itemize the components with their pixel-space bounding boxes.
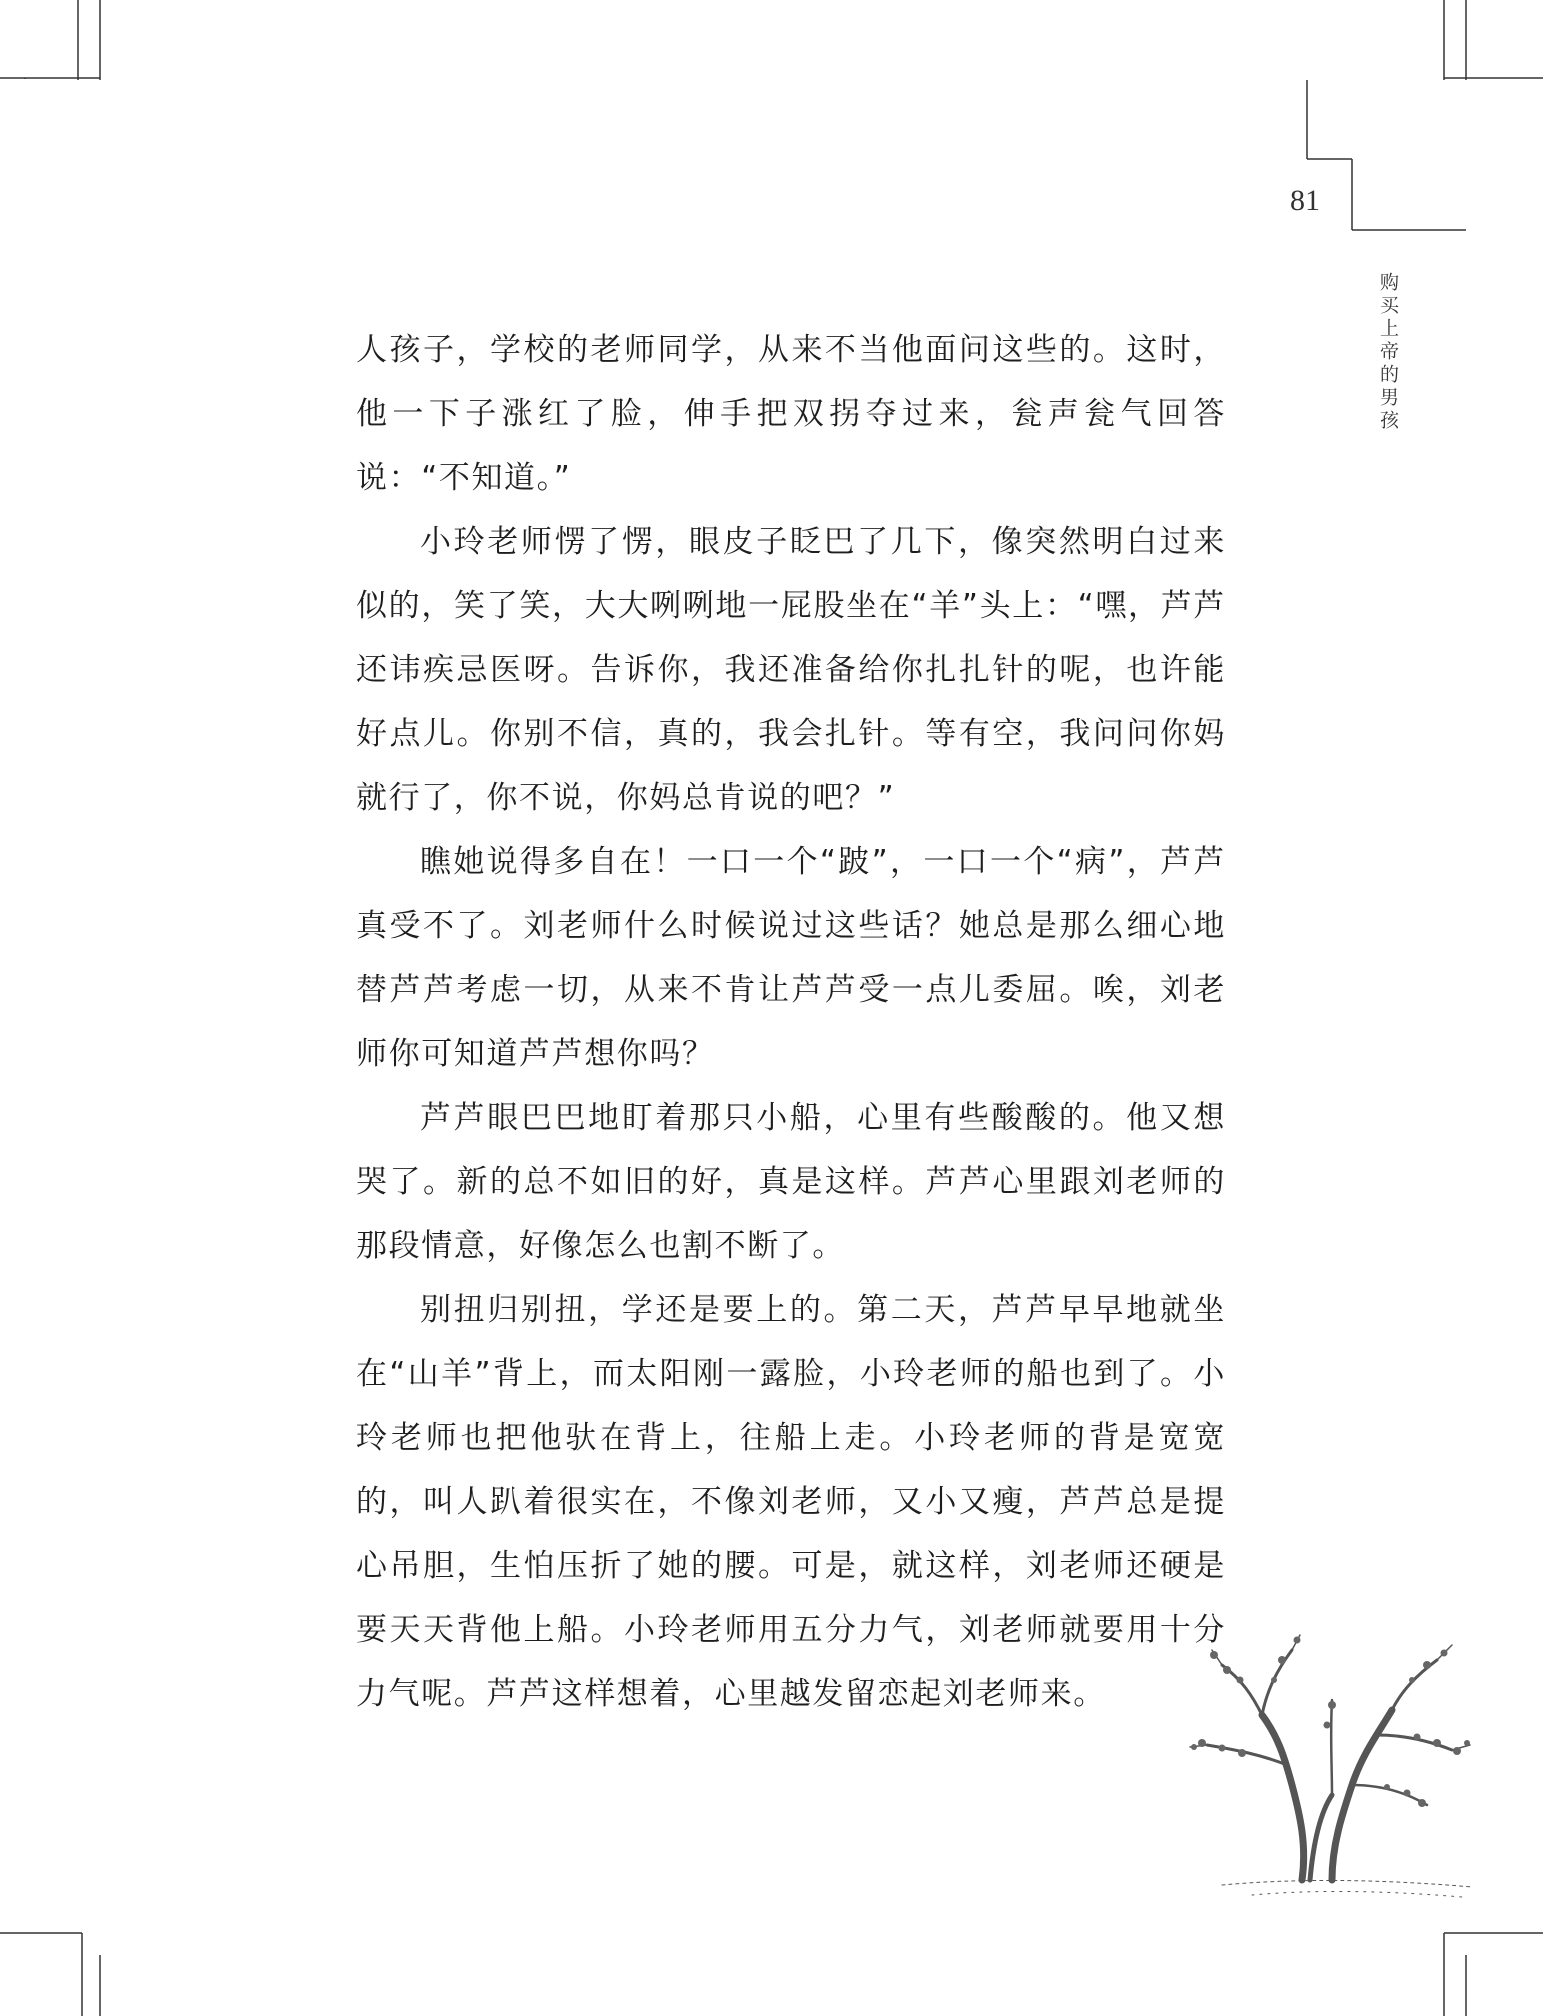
paragraph-3: 瞧她说得多自在！一口一个“跛”，一口一个“病”，芦芦真受不了。刘老师什么时候说过这些话？她总是那么细心地替芦芦考虑一切，从来不肯让芦芦受一点儿委屈。唉，刘老师你可知道芦芦想你吗？ [356,844,1226,1072]
page-number: 81 [1290,184,1320,217]
paragraph-1: 人孩子，学校的老师同学，从来不当他面问这些的。这时，他一下子涨红了脸，伸手把双拐夺过来，瓮声瓮气回答说：“不知道。” [356,332,1226,496]
tree-icon [1182,1625,1482,1925]
running-title: 购买上帝的男孩 [1377,272,1399,433]
paragraph-5: 别扭归别扭，学还是要上的。第二天，芦芦早早地就坐在“山羊”背上，而太阳刚一露脸，小玲老师的船也到了。小玲老师也把他驮在背上，往船上走。小玲老师的背是宽宽的，叫人趴着很实在，不像刘老师，又小又瘦，芦芦总是提心吊胆，生怕压折了她的腰。可是，就这样，刘老师还硬是要天天背他上船。小玲老师用五分力气，刘老师就要用十分力气呢。芦芦这样想着，心里越发留恋起刘老师来。 [356,1292,1226,1712]
paragraph-4: 芦芦眼巴巴地盯着那只小船，心里有些酸酸的。他又想哭了。新的总不如旧的好，真是这样。芦芦心里跟刘老师的那段情意，好像怎么也割不断了。 [356,1100,1226,1264]
body-text [356,318,1226,1726]
paragraph-2: 小玲老师愣了愣，眼皮子眨巴了几下，像突然明白过来似的，笑了笑，大大咧咧地一屁股坐在“羊”头上：“嘿，芦芦还讳疾忌医呀。告诉你，我还准备给你扎扎针的呢，也许能好点儿。你别不信，真的，我会扎针。等有空，我问问你妈就行了，你不说，你妈总肯说的吧？” [356,524,1226,816]
